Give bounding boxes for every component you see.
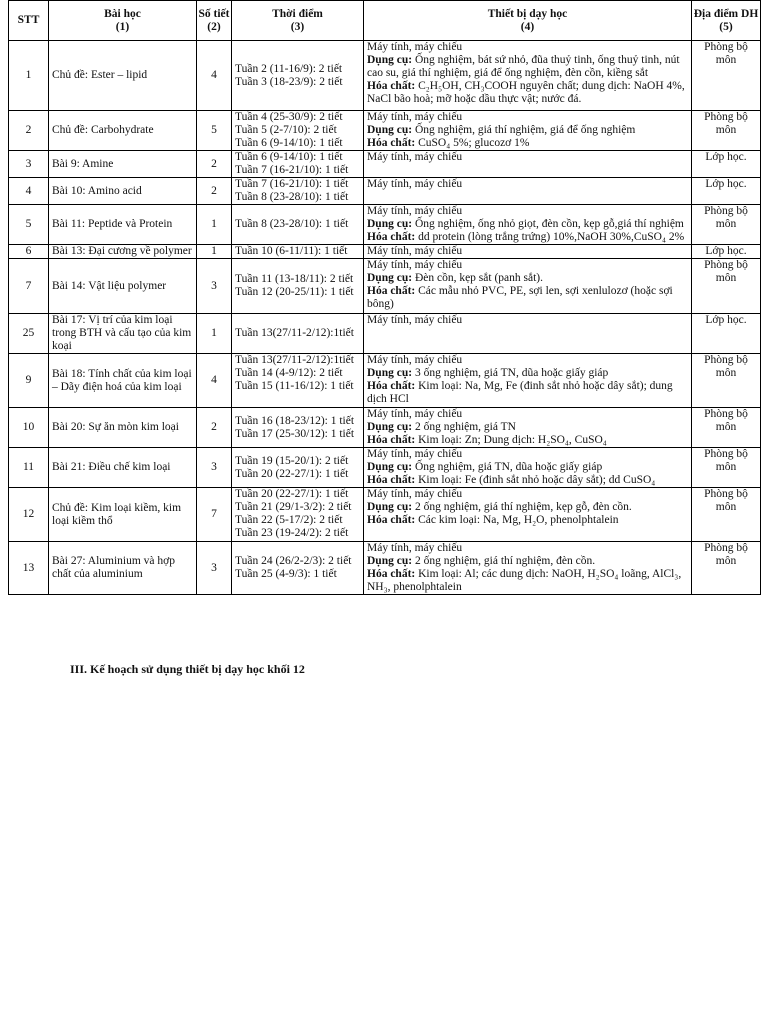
- cell-time: [232, 408, 364, 448]
- equipment-text: Máy tính, máy chiếu: [367, 41, 463, 53]
- equipment-text: Kim loại: Zn; Dung dịch: H₂SO₄, CuSO₄: [415, 434, 607, 446]
- cell-equipment: [364, 314, 692, 354]
- equipment-label: Dụng cụ:: [367, 421, 413, 433]
- equipment-label: Dụng cụ:: [367, 272, 413, 284]
- table-row: [9, 354, 761, 408]
- equipment-text: Máy tính, máy chiếu: [367, 151, 463, 163]
- time-line: Tuần 25 (4-9/3): 1 tiết: [235, 568, 337, 580]
- cell-stt: 13: [9, 542, 49, 595]
- cell-lesson: Bài 9: Amine: [49, 151, 197, 178]
- cell-time: [232, 488, 364, 542]
- cell-equipment: [364, 151, 692, 178]
- cell-equipment: [364, 245, 692, 259]
- cell-time: [232, 151, 364, 178]
- cell-time: [232, 41, 364, 111]
- cell-periods: 1: [197, 205, 232, 245]
- cell-time: [232, 259, 364, 314]
- equipment-line: [367, 231, 688, 244]
- header-equipment: Thiết bị dạy học (4): [364, 1, 692, 41]
- equipment-text: Máy tính, máy chiếu: [367, 354, 463, 366]
- cell-stt: 9: [9, 354, 49, 408]
- cell-place: Phòng bộ môn: [692, 488, 761, 542]
- equipment-text: Máy tính, máy chiếu: [367, 178, 463, 190]
- equipment-line: [367, 542, 688, 555]
- time-line: Tuần 8 (23-28/10): 1 tiết: [235, 191, 349, 203]
- cell-stt: 25: [9, 314, 49, 354]
- equipment-line: [367, 421, 688, 434]
- equipment-line: [367, 448, 688, 461]
- cell-periods: 2: [197, 408, 232, 448]
- equipment-line: [367, 54, 688, 80]
- equipment-label: Hóa chất:: [367, 231, 416, 243]
- equipment-text: C₂H₅OH, CH₃COOH nguyên chất; dung dịch: NaOH 4%, NaCl bão hoà; mỡ hoặc dầu thực vật; nước đá.: [367, 80, 685, 105]
- cell-place: Phòng bộ môn: [692, 205, 761, 245]
- equipment-label: Hóa chất:: [367, 568, 416, 580]
- cell-periods: 3: [197, 259, 232, 314]
- cell-stt: 6: [9, 245, 49, 259]
- time-line: Tuần 7 (16-21/10): 1 tiết: [235, 164, 349, 176]
- equipment-label: Hóa chất:: [367, 285, 416, 297]
- equipment-text: Kim loại: Al; các dung dịch: NaOH, H₂SO₄ loãng, AlCl₃, NH₃, phenolphtalein: [367, 568, 682, 593]
- table-row: [9, 314, 761, 354]
- equipment-text: 2 ống nghiệm, giá thí nghiệm, kẹp gỗ, đèn cồn.: [412, 501, 632, 513]
- equipment-text: Máy tính, máy chiếu: [367, 448, 463, 460]
- time-line: Tuần 5 (2-7/10): 2 tiết: [235, 124, 337, 136]
- cell-equipment: [364, 408, 692, 448]
- equipment-line: [367, 367, 688, 380]
- time-line: Tuần 11 (13-18/11): 2 tiết: [235, 273, 354, 285]
- header-periods: Số tiết (2): [197, 1, 232, 41]
- equipment-text: Máy tính, máy chiếu: [367, 111, 463, 123]
- equipment-text: Máy tính, máy chiếu: [367, 205, 463, 217]
- cell-equipment: [364, 488, 692, 542]
- table-row: [9, 41, 761, 111]
- time-line: Tuần 10 (6-11/11): 1 tiết: [235, 245, 348, 257]
- cell-time: [232, 205, 364, 245]
- equipment-text: Máy tính, máy chiếu: [367, 408, 463, 420]
- cell-time: [232, 448, 364, 488]
- table-row: [9, 542, 761, 595]
- cell-periods: 4: [197, 41, 232, 111]
- equipment-text: dd protein (lòng trắng trứng) 10%,NaOH 30%,CuSO₄ 2%: [415, 231, 685, 243]
- equipment-text: Kim loại: Fe (đinh sắt nhỏ hoặc dây sắt); dd CuSO₄: [415, 474, 656, 486]
- cell-lesson: Bài 13: Đại cương về polymer: [49, 245, 197, 259]
- cell-stt: 10: [9, 408, 49, 448]
- cell-lesson: Bài 14: Vật liệu polymer: [49, 259, 197, 314]
- cell-periods: 1: [197, 245, 232, 259]
- time-line: Tuần 20 (22-27/1): 1 tiết: [235, 467, 349, 480]
- equipment-label: Hóa chất:: [367, 474, 416, 486]
- equipment-line: [367, 555, 688, 568]
- cell-stt: 1: [9, 41, 49, 111]
- cell-place: Phòng bộ môn: [692, 111, 761, 151]
- table-row: [9, 205, 761, 245]
- equipment-text: Máy tính, máy chiếu: [367, 488, 463, 500]
- cell-place: Lớp học.: [692, 151, 761, 178]
- table-body: [9, 41, 761, 595]
- cell-place: Phòng bộ môn: [692, 542, 761, 595]
- cell-lesson: Bài 11: Peptide và Protein: [49, 205, 197, 245]
- equipment-text: CuSO₄ 5%; glucozơ 1%: [415, 137, 530, 149]
- equipment-text: 3 ống nghiệm, giá TN, dũa hoặc giấy giáp: [412, 367, 609, 379]
- equipment-text: Đèn cồn, kẹp sắt (panh sắt).: [412, 272, 543, 284]
- time-line: Tuần 20 (22-27/1): 1 tiết: [235, 488, 349, 500]
- equipment-text: Các kim loại: Na, Mg, H₂O, phenolphtalein: [415, 514, 619, 526]
- equipment-text: Ống nghiệm, ống nhỏ giọt, đèn cồn, kẹp gỗ,giá thí nghiệm: [412, 218, 684, 230]
- cell-place: Lớp học.: [692, 245, 761, 259]
- cell-stt: 5: [9, 205, 49, 245]
- equipment-plan-table: [8, 0, 761, 595]
- table-header-row: [9, 1, 761, 41]
- header-time: Thời điểm (3): [232, 1, 364, 41]
- cell-time: [232, 178, 364, 205]
- time-line: Tuần 22 (5-17/2): 2 tiết: [235, 514, 343, 526]
- equipment-label: Hóa chất:: [367, 380, 416, 392]
- cell-periods: 2: [197, 178, 232, 205]
- equipment-label: Hóa chất:: [367, 434, 416, 446]
- table-row: [9, 245, 761, 259]
- equipment-text: 2 ống nghiệm, giá thí nghiệm, đèn cồn.: [412, 555, 596, 567]
- cell-equipment: [364, 111, 692, 151]
- cell-lesson: Chủ đề: Kim loại kiềm, kim loại kiềm thổ: [49, 488, 197, 542]
- equipment-label: Hóa chất:: [367, 80, 416, 92]
- cell-place: Lớp học.: [692, 314, 761, 354]
- time-line: Tuần 17 (25-30/12): 1 tiết: [235, 427, 355, 440]
- equipment-text: Máy tính, máy chiếu: [367, 245, 463, 257]
- equipment-line: [367, 408, 688, 421]
- cell-lesson: Bài 18: Tính chất của kim loại – Dãy điện hoá của kim loại: [49, 354, 197, 408]
- cell-lesson: Bài 20: Sự ăn mòn kim loại: [49, 408, 197, 448]
- time-line: Tuần 7 (16-21/10): 1 tiết: [235, 178, 349, 190]
- cell-equipment: [364, 354, 692, 408]
- cell-stt: 12: [9, 488, 49, 542]
- equipment-label: Dụng cụ:: [367, 367, 413, 379]
- cell-equipment: [364, 259, 692, 314]
- time-line: Tuần 6 (9-14/10): 1 tiết: [235, 137, 343, 149]
- time-line: Tuần 3 (18-23/9): 2 tiết: [235, 75, 343, 88]
- equipment-text: Các mẫu nhỏ PVC, PE, sợi len, sợi xenlulozơ (hoặc sợi bông): [367, 285, 673, 310]
- equipment-line: [367, 461, 688, 474]
- equipment-line: [367, 259, 688, 272]
- cell-lesson: Bài 10: Amino acid: [49, 178, 197, 205]
- cell-equipment: [364, 41, 692, 111]
- cell-periods: 1: [197, 314, 232, 354]
- equipment-line: [367, 272, 688, 285]
- time-line: Tuần 19 (15-20/1): 2 tiết: [235, 454, 349, 467]
- equipment-label: Hóa chất:: [367, 514, 416, 526]
- cell-time: [232, 542, 364, 595]
- equipment-line: [367, 218, 688, 231]
- equipment-text: Máy tính, máy chiếu: [367, 259, 463, 271]
- header-place: Địa điểm DH (5): [692, 1, 761, 41]
- equipment-line: [367, 285, 688, 311]
- equipment-label: Dụng cụ:: [367, 461, 413, 473]
- cell-time: [232, 111, 364, 151]
- equipment-line: [367, 434, 688, 447]
- equipment-line: [367, 474, 688, 487]
- section-heading: III. Kế hoạch sử dụng thiết bị dạy học khối 12: [70, 662, 305, 676]
- equipment-text: Kim loại: Na, Mg, Fe (đinh sắt nhỏ hoặc dây sắt); dung dịch HCl: [367, 380, 673, 405]
- cell-equipment: [364, 178, 692, 205]
- time-line: Tuần 13(27/11-2/12):1tiết: [235, 327, 354, 339]
- equipment-label: Hóa chất:: [367, 137, 416, 149]
- equipment-line: [367, 488, 688, 501]
- equipment-label: Dụng cụ:: [367, 54, 413, 66]
- time-line: Tuần 15 (11-16/12): 1 tiết: [235, 380, 354, 392]
- cell-periods: 3: [197, 542, 232, 595]
- equipment-text: Ống nghiệm, giá TN, dũa hoặc giấy giáp: [412, 461, 603, 473]
- cell-time: [232, 354, 364, 408]
- time-line: Tuần 16 (18-23/12): 1 tiết: [235, 414, 355, 427]
- cell-equipment: [364, 542, 692, 595]
- table-row: [9, 408, 761, 448]
- cell-periods: 2: [197, 151, 232, 178]
- cell-stt: 4: [9, 178, 49, 205]
- cell-time: [232, 245, 364, 259]
- table-row: [9, 178, 761, 205]
- cell-place: Phòng bộ môn: [692, 41, 761, 111]
- equipment-line: [367, 501, 688, 514]
- equipment-text: Ống nghiệm, bát sứ nhỏ, đũa thuỷ tinh, ống thuỷ tinh, nút cao su, giá thí nghiệm, giá để ống nghiệm, đèn cồn, kiềng sắt: [367, 54, 680, 79]
- time-line: Tuần 12 (20-25/11): 1 tiết: [235, 286, 354, 298]
- equipment-label: Dụng cụ:: [367, 501, 413, 513]
- cell-lesson: Bài 17: Vị trí của kim loại trong BTH và cấu tạo của kim koại: [49, 314, 197, 354]
- equipment-line: [367, 137, 688, 150]
- equipment-line: [367, 380, 688, 406]
- equipment-line: [367, 314, 688, 327]
- time-line: Tuần 13(27/11-2/12):1tiết: [235, 354, 354, 366]
- cell-equipment: [364, 205, 692, 245]
- equipment-line: [367, 124, 688, 137]
- cell-lesson: Chủ đề: Carbohydrate: [49, 111, 197, 151]
- time-line: Tuần 21 (29/1-3/2): 2 tiết: [235, 501, 352, 513]
- table-row: [9, 111, 761, 151]
- equipment-line: [367, 178, 688, 191]
- cell-place: Phòng bộ môn: [692, 354, 761, 408]
- cell-place: Phòng bộ môn: [692, 259, 761, 314]
- cell-equipment: [364, 448, 692, 488]
- time-line: Tuần 14 (4-9/12): 2 tiết: [235, 367, 343, 379]
- header-lesson: Bài học (1): [49, 1, 197, 41]
- cell-lesson: Bài 27: Aluminium và hợp chất của aluminium: [49, 542, 197, 595]
- cell-stt: 3: [9, 151, 49, 178]
- cell-stt: 2: [9, 111, 49, 151]
- equipment-line: [367, 111, 688, 124]
- table-row: [9, 259, 761, 314]
- equipment-line: [367, 354, 688, 367]
- time-line: Tuần 8 (23-28/10): 1 tiết: [235, 218, 349, 230]
- cell-lesson: Bài 21: Điều chế kim loại: [49, 448, 197, 488]
- equipment-label: Dụng cụ:: [367, 555, 413, 567]
- equipment-text: Máy tính, máy chiếu: [367, 542, 463, 554]
- cell-periods: 7: [197, 488, 232, 542]
- cell-stt: 11: [9, 448, 49, 488]
- equipment-line: [367, 514, 688, 527]
- header-stt: STT: [9, 1, 49, 41]
- time-line: Tuần 24 (26/2-2/3): 2 tiết: [235, 555, 352, 567]
- equipment-line: [367, 568, 688, 594]
- cell-place: Phòng bộ môn: [692, 408, 761, 448]
- cell-place: Lớp học.: [692, 178, 761, 205]
- equipment-text: Máy tính, máy chiếu: [367, 314, 463, 326]
- cell-periods: 5: [197, 111, 232, 151]
- equipment-text: Ống nghiệm, giá thí nghiệm, giá để ống nghiệm: [412, 124, 636, 136]
- time-line: Tuần 6 (9-14/10): 1 tiết: [235, 151, 343, 163]
- cell-periods: 4: [197, 354, 232, 408]
- cell-place: Phòng bộ môn: [692, 448, 761, 488]
- cell-periods: 3: [197, 448, 232, 488]
- equipment-line: [367, 205, 688, 218]
- table-row: [9, 448, 761, 488]
- time-line: Tuần 2 (11-16/9): 2 tiết: [235, 62, 343, 75]
- equipment-label: Dụng cụ:: [367, 218, 413, 230]
- time-line: Tuần 23 (19-24/2): 2 tiết: [235, 527, 349, 539]
- equipment-line: [367, 151, 688, 164]
- time-line: Tuần 4 (25-30/9): 2 tiết: [235, 111, 343, 123]
- equipment-label: Dụng cụ:: [367, 124, 413, 136]
- cell-stt: 7: [9, 259, 49, 314]
- cell-lesson: Chủ đề: Ester – lipid: [49, 41, 197, 111]
- equipment-line: [367, 80, 688, 106]
- equipment-text: 2 ống nghiệm, giá TN: [412, 421, 516, 433]
- cell-time: [232, 314, 364, 354]
- table-row: [9, 488, 761, 542]
- table-row: [9, 151, 761, 178]
- equipment-line: [367, 41, 688, 54]
- equipment-line: [367, 245, 688, 258]
